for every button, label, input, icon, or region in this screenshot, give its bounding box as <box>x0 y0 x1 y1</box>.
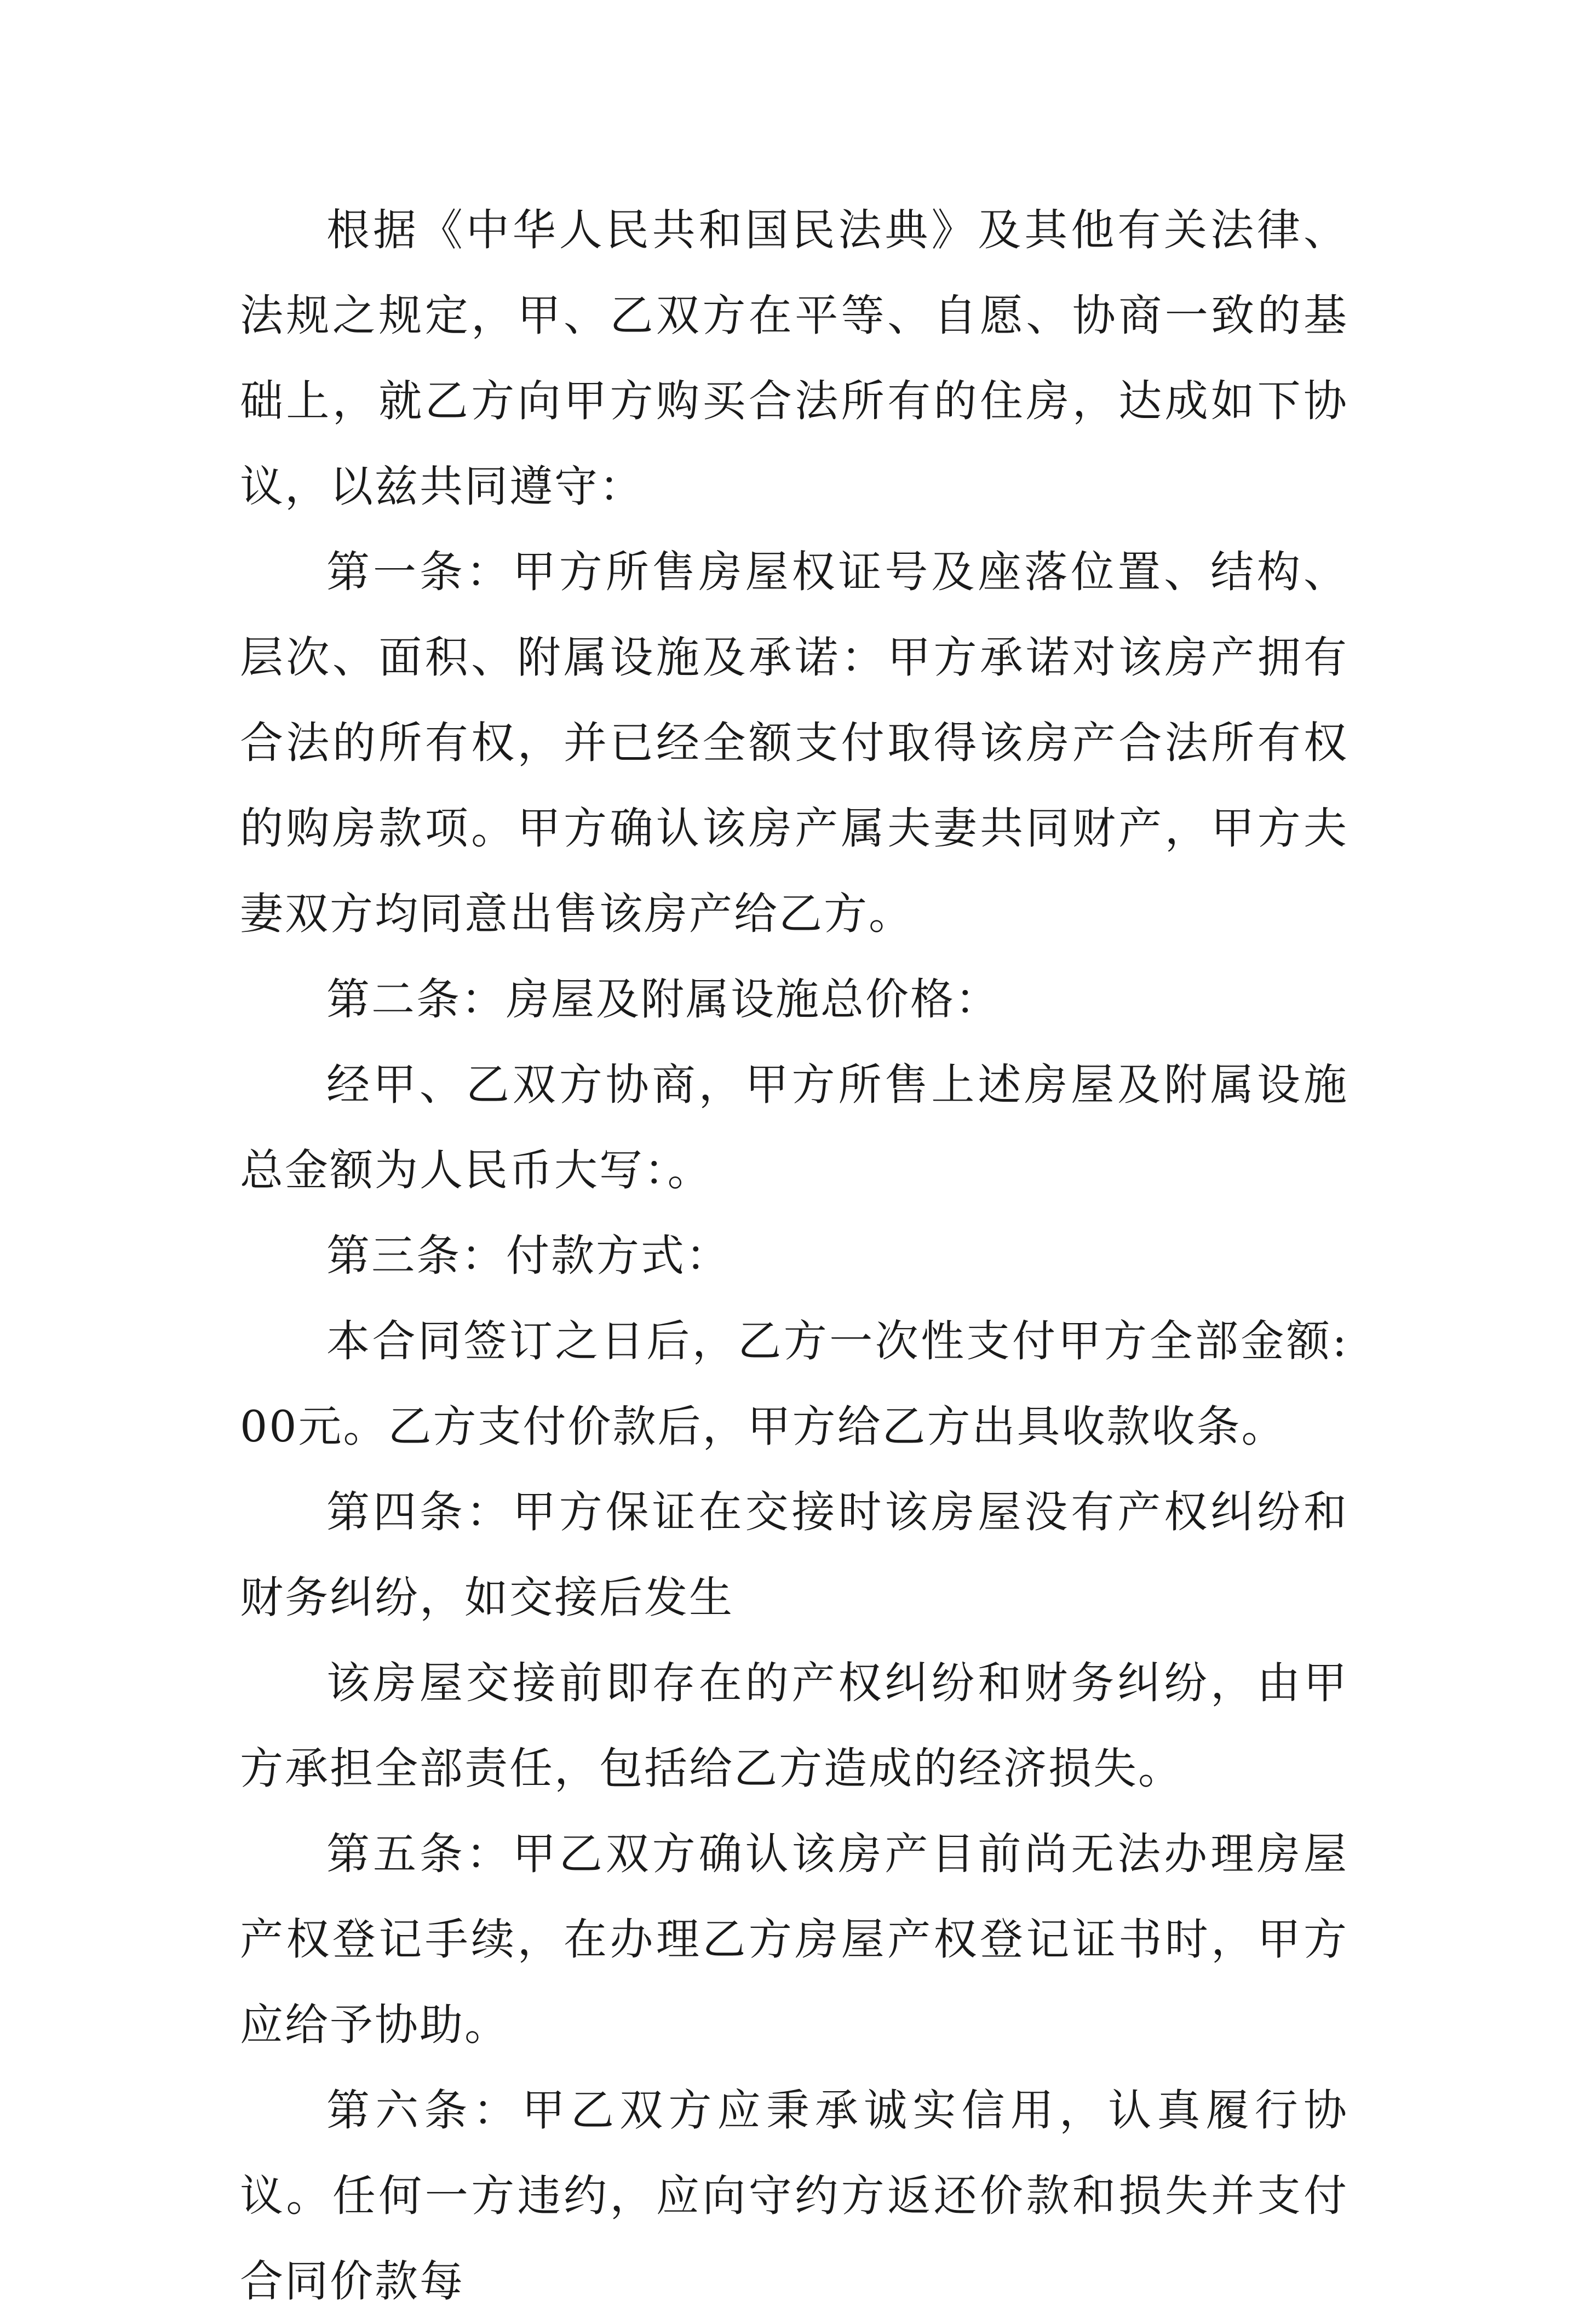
paragraph-article-2-body: 经甲、乙双方协商，甲方所售上述房屋及附属设施总金额为人民币大写：。 <box>240 1060 1348 1195</box>
paragraph-preamble: 根据《中华人民共和国民法典》及其他有关法律、法规之规定，甲、乙双方在平等、自愿、协商一致的基础上，就乙方向甲方购买合法所有的住房，达成如下协议，以兹共同遵守： <box>240 205 1348 512</box>
contract-body <box>240 187 1348 2324</box>
paragraph-article-3-heading: 第三条：付款方式： <box>326 1230 731 1281</box>
paragraph-article-3-body: 本合同签订之日后，乙方一次性支付甲方全部金额:00元。乙方支付价款后，甲方给乙方出具收款收条。 <box>240 1316 1348 1452</box>
paragraph-article-1: 第一条：甲方所售房屋权证号及座落位置、结构、层次、面积、附属设施及承诺：甲方承诺对该房产拥有合法的所有权，并已经全额支付取得该房产合法所有权的购房款项。甲方确认该房产属夫妻共同财产，甲方夫妻双方均同意出售该房产给乙方。 <box>240 547 1348 939</box>
paragraph-article-5: 第五条：甲乙双方确认该房产目前尚无法办理房屋产权登记手续，在办理乙方房屋产权登记证书时，甲方应给予协助。 <box>240 1829 1348 2050</box>
paragraph-article-6: 第六条：甲乙双方应秉承诚实信用，认真履行协议。任何一方违约，应向守约方返还价款和损失并支付合同价款每 <box>240 2085 1348 2306</box>
paragraph-article-4: 第四条：甲方保证在交接时该房屋没有产权纠纷和财务纠纷，如交接后发生 <box>240 1487 1348 1623</box>
paragraph-article-2-heading: 第二条：房屋及附属设施总价格： <box>326 974 1000 1024</box>
paragraph-article-4-continued: 该房屋交接前即存在的产权纠纷和财务纠纷，由甲方承担全部责任，包括给乙方造成的经济损失。 <box>240 1658 1348 1794</box>
